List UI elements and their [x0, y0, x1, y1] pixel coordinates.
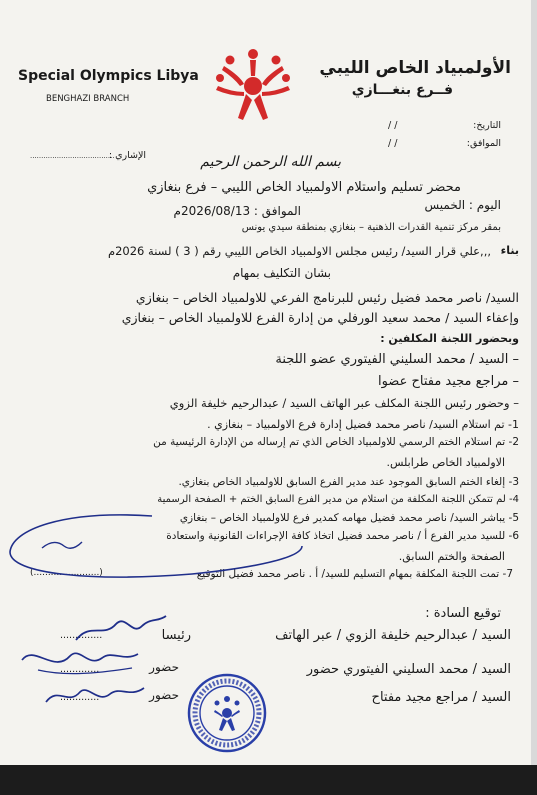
- date-value: / /: [388, 120, 398, 131]
- item-1: 1- تم استلام السيد/ ناصر محمد فضيل إدارة فرع الاولمبياد – بنغازي .: [207, 418, 519, 431]
- handwritten-circle-annotation: [2, 508, 312, 588]
- item-4: 4- لم تتمكن اللجنة المكلفة من استلام من مدير الفرع السابق الختم + الصفحة الرسمية: [157, 494, 519, 505]
- person-appointed: السيد/ ناصر محمد فضيل رئيس للبرنامج الفرعي للاولمبياد الخاص – بنغازي: [135, 290, 519, 305]
- item-5: 5- يباشر السيد/ ناصر محمد فضيل مهامه كمدير فرع للاولمبياد الخاص – بنغازي: [179, 512, 519, 524]
- signer-2-name: السيد / محمد السليني الفيتوري حضور: [306, 662, 511, 677]
- date-line: الموافق : 2026/08/13م: [173, 204, 301, 218]
- bottom-edge-band: [0, 765, 537, 795]
- signer-1-name: السيد / عبدالرحيم خليفة الزوي / عبر الهاتف: [275, 628, 511, 643]
- item-7-signature-dots: (.......................): [30, 568, 103, 578]
- signer-3-name: السيد / مراجع مجيد مفتاح: [371, 690, 511, 705]
- official-stamp: [186, 672, 268, 754]
- place-line: بمقر مركز تنمية القدرات الذهنية – بنغازي بمنطقة سيدي يونس: [241, 222, 501, 233]
- signer-3-dots: .............: [60, 692, 100, 703]
- day-line: اليوم : الخميس: [424, 198, 501, 212]
- item-6-continued: الصفحة والختم السابق.: [398, 550, 505, 563]
- special-olympics-logo: [210, 46, 296, 128]
- person-relieved: وإعفاء السيد / محمد سعيد الورفلي من إدارة الفرع للاولمبياد الخاص – بنغازي: [121, 310, 519, 325]
- english-branch-name: BENGHAZI BRANCH: [46, 94, 130, 104]
- reference-value: ......................................: [30, 152, 115, 160]
- reference-label: الإشاري :: [108, 150, 146, 161]
- signature-3: [40, 678, 150, 714]
- decision-line: ,,,علي قرار السيد/ رئيس مجلس الاولمبياد الخاص الليبي رقم ( 3 ) لسنة 2026م: [107, 244, 491, 258]
- date-label: التاريخ:: [473, 120, 501, 131]
- item-2-continued: الاولمبياد الخاص طرابلس.: [386, 456, 505, 469]
- signer-2-dots: .............: [60, 664, 100, 675]
- decision-prefix: بناء: [500, 244, 519, 257]
- document-title: محضر تسليم واستلام الاولمبياد الخاص الليبي – فرع بنغازي: [147, 180, 461, 195]
- signer-2-role: حضور: [149, 660, 179, 674]
- item-2: 2- تم استلام الختم الرسمي للاولمبياد الخاص الذي تم إرساله من الإدارة الرئيسية من: [153, 436, 519, 448]
- signer-3-role: حضور: [149, 688, 179, 702]
- hijri-date-value: / /: [388, 138, 398, 149]
- right-edge-band: [531, 0, 537, 765]
- committee-member-1: – السيد / محمد السليني الفيتوري عضو اللجنة: [275, 352, 519, 367]
- signer-1-dots: ..............: [60, 630, 103, 641]
- item-3: 3- إلغاء الختم السابق الموجود عند مدير الفرع السابق للاولمبياد الخاص بنغازي.: [178, 476, 519, 488]
- item-7: 7- تمت اللجنة المكلفة بمهام التسليم للسيد/ أ . ناصر محمد فضيل التوقيع: [196, 568, 513, 580]
- arabic-branch-name: فــرع بنغـــازي: [351, 82, 453, 98]
- signatures-heading: توقيع السادة :: [425, 606, 501, 621]
- item-6: 6- للسيد مدير الفرع أ / ناصر محمد فضيل اتخاذ كافة الإجراءات القانونية واستعادة: [166, 530, 519, 542]
- basmala: بسم الله الرحمن الرحيم: [200, 154, 341, 170]
- committee-chair: – وحضور رئيس اللجنة المكلف عبر الهاتف السيد / عبدالرحيم خليفة الزوي: [169, 396, 519, 410]
- hijri-date-label: الموافق:: [466, 138, 501, 149]
- committee-heading: وبحضور اللجنة المكلفين :: [380, 332, 519, 345]
- assignment-line: بشان التكليف بمهام: [232, 266, 331, 280]
- signer-1-role: رئيسا: [161, 628, 191, 643]
- signature-2: [14, 640, 144, 680]
- committee-member-2: – مراجع مجيد مفتاح عضوا: [377, 374, 519, 389]
- english-org-name: Special Olympics Libya: [18, 68, 199, 84]
- arabic-org-name: الأولمبياد الخاص الليبي: [319, 58, 511, 78]
